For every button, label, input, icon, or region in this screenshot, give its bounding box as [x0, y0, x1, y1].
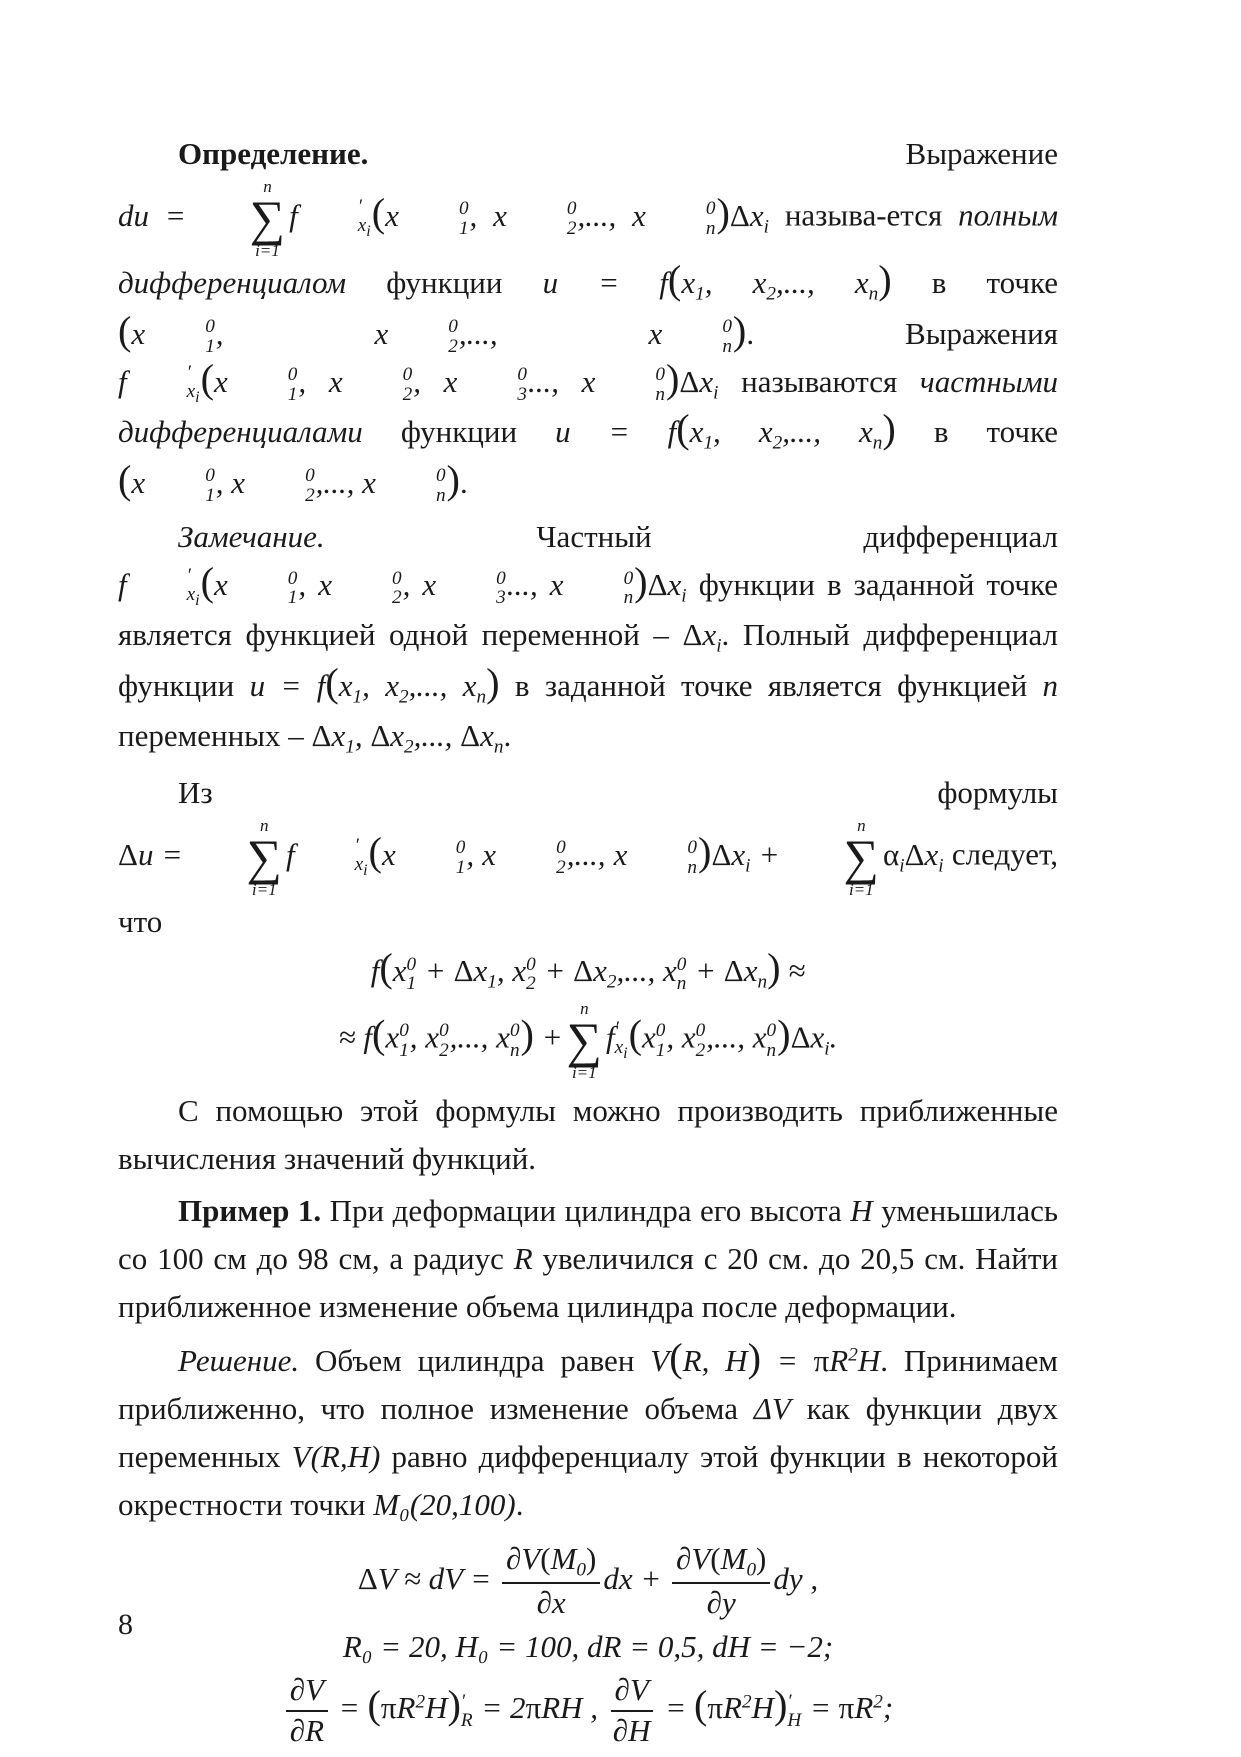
values-line: R₀ = 20, H₀ = 100, dR = 0,5, dH = −2;	[342, 1629, 834, 1665]
definition-label: Определение.	[178, 136, 369, 171]
definition-term: полным дифференциалом	[118, 197, 1059, 301]
example-paragraph: Пример 1. При деформации цилиндра его высота H уменьшилась со 100 см до 98 см, а радиус R увеличился с 20 см. до 20,5 см. Найти приближенное изменение объема цилиндра после деформации.	[118, 1193, 1059, 1325]
partial-derivatives-formula: $\frac{\partial V}{\partial R}$ = $(\pi R^2H)$ ′ R = 2πRH , $\frac{\partial V}{\partial H}$ = $(\pi R^2H)$ ′ H = $\pi R^2$;	[118, 1671, 1058, 1751]
from-formula-paragraph: Из формулы Δu = n ∑ i=1 f ′ $x_i$ (x 0 1 , x 0 2 ,..., x 0 n )$\Delta x_i$ + n ∑ i=1 $\alpha_i\Delta x_i$ следует, что	[118, 774, 1059, 940]
definition-paragraph: Определение. Выражение du = n ∑ i=1 f ′ $x_i$ (x 0 1 , x 0 2 ,..., x 0 n )$\Delta x_i$ называ-ется полным дифференциалом функции $u = f(x_1$, $x_2$,..., $x_n$) в точке (x 0 1 , x 0 2 ,..., x 0 n ). Выражения f ′ $x_i$ (x 0 1 , x 0 2 , x 0 3 ..., x 0 n )$\Delta x_i$ называются частными дифференциалами функции $u = f(x_1$, $x_2$,..., $x_n$) в точке (x 0 1 , x 0 2 ,..., x 0 n ).	[118, 136, 1059, 506]
differential-formula: ΔV ≈ dV = $\frac{\partial V(M_0)}{\partial x}$ dx + $\frac{\partial V(M_0)}{\partial y}$ dy ,	[357, 1540, 819, 1621]
remark-paragraph: Замечание. Частный дифференциал f ′ $x_i$ (x 0 1 , x 0 2 , x 0 3 ..., x 0 n )$\Delta x_i$ функции в заданной точке является функцией одной переменной – $\Delta x_i$. Полный дифференциал функции $u = f(x_1$, $x_2$,..., $x_n$) в заданной точке является функцией n переменных – $\Delta x_1$, $\Delta x_2$,..., $\Delta x_n$.	[118, 518, 1059, 759]
approx-formula-line-2: ≈ f(x 0 1 , x 0 2 ,..., x 0 n ) + n ∑ i=1 f ′ $x_i$ (x 0 1 , x 0 2 ,..., x 0 n )$\Delta x_i$.	[338, 998, 838, 1083]
solution-label: Решение.	[178, 1343, 300, 1379]
approx-formula-line-1: f(x 0 1 + $\Delta x_1$, x 0 2 + $\Delta x_2$,..., x 0 n + $\Delta x_n$) ≈	[370, 945, 806, 995]
page-number: 8	[118, 1608, 133, 1641]
approx-paragraph: С помощью этой формулы можно производить приближенные вычисления значений функций.	[118, 1093, 1058, 1177]
solution-paragraph: Решение. Объем цилиндра равен V(R, $H) = \pi R^2H$. Принимаем приближенно, что полное изменение объема ΔV как функции двух переменных V(R,H) равно дифференциалу этой функции в некоторой окрестности точки M₀(20,100).	[118, 1335, 1059, 1523]
formula-du: du = n ∑ i=1 f ′ $x_i$ (x 0 1 , x 0 2 ,..., x 0 n )$\Delta x_i$	[118, 177, 769, 261]
remark-label: Замечание.	[178, 518, 325, 554]
example-label: Пример 1.	[178, 1193, 322, 1229]
page-content	[118, 130, 1058, 1757]
definition-term-2: частными дифференциалами	[118, 363, 1059, 450]
